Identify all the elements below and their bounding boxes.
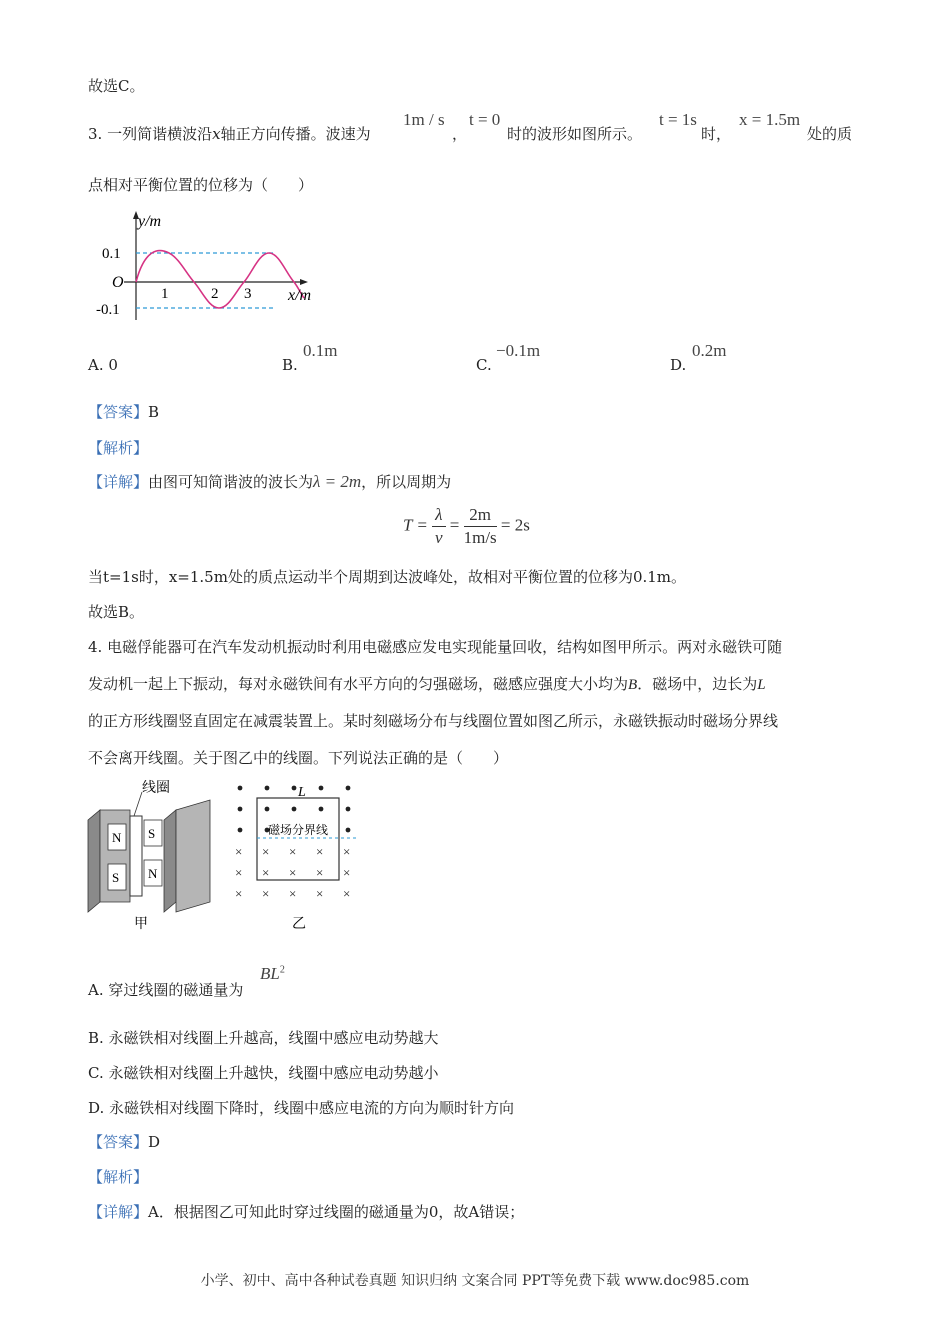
- q3-stem-fig: 时的波形如图所示。: [507, 125, 643, 143]
- prev-conclusion: 故选C。: [88, 77, 145, 95]
- q3-comma: ，: [452, 125, 468, 143]
- y-tick-top: 0.1: [102, 246, 121, 262]
- svg-text:×: ×: [262, 844, 270, 859]
- q3-speed-math: 1m / s: [403, 110, 445, 129]
- q3-option-b-value[interactable]: 0.1m: [303, 341, 338, 360]
- q4-analysis-tag: 【解析】: [88, 1168, 149, 1186]
- q4-answer: 【答案】D: [88, 1133, 161, 1151]
- q4-option-d[interactable]: D. 永磁铁相对线圈下降时，线圈中感应电流的方向为顺时针方向: [88, 1099, 515, 1117]
- q3-option-c-value[interactable]: −0.1m: [496, 341, 541, 360]
- q3-conclusion: 故选B。: [88, 603, 145, 621]
- figure-yi: [226, 776, 366, 936]
- svg-text:×: ×: [316, 865, 324, 880]
- q4-stem-p3: 的正方形线圈竖直固定在减震装置上。某时刻磁场分布与线圈位置如图乙所示，永磁铁振动时磁场分界线: [88, 712, 779, 730]
- caption-jia: 甲: [134, 917, 148, 932]
- q3-option-d-value[interactable]: 0.2m: [692, 341, 727, 360]
- svg-text:×: ×: [262, 865, 270, 880]
- svg-text:×: ×: [235, 865, 243, 880]
- svg-text:×: ×: [343, 886, 351, 901]
- svg-text:×: ×: [289, 865, 297, 880]
- side-length-label: L: [298, 785, 306, 800]
- q4-stem-p4: 不会离开线圈。关于图乙中的线圈。下列说法正确的是（ ）: [88, 749, 509, 767]
- q4-stem-p2: 发动机一起上下振动，每对永磁铁间有水平方向的匀强磁场，磁感应强度大小均为B．磁场中，边长为L: [88, 675, 766, 693]
- x-axis-arrow-icon: [300, 279, 308, 285]
- svg-text:×: ×: [289, 886, 297, 901]
- boundary-label: 磁场分界线: [268, 823, 329, 837]
- q4-stem-p1: 4. 电磁俘能器可在汽车发动机振动时利用电磁感应发电实现能量回收，结构如图甲所示。两对永磁铁可随: [88, 638, 783, 656]
- page-footer: 小学、初中、高中各种试卷真题 知识归纳 文案合同 PPT等免费下载 www.doc985.com: [200, 1273, 750, 1289]
- svg-text:×: ×: [289, 844, 297, 859]
- x-tick-1: 1: [161, 286, 169, 302]
- q3-option-d-label[interactable]: D.: [670, 356, 687, 374]
- q4-option-b[interactable]: B. 永磁铁相对线圈上升越高，线圈中感应电动势越大: [88, 1029, 439, 1047]
- q3-stem-line1: 3. 一列简谐横波沿x轴正方向传播。波速为: [88, 125, 371, 143]
- magnet-s-top: S: [148, 826, 156, 841]
- q3-x-math: x = 1.5m: [739, 110, 801, 129]
- q3-stem-when: 时，: [701, 125, 732, 143]
- period-formula: T = $\frac{\lambda}{v}$ = $\frac{2m}{1m/s}$ = 2s: [403, 505, 530, 547]
- origin-label: O: [112, 274, 124, 291]
- svg-text:×: ×: [343, 865, 351, 880]
- q3-t1-math: t = 1s: [659, 110, 697, 129]
- q4-detail-line: 【详解】A．根据图乙可知此时穿过线圈的磁通量为0，故A错误；: [88, 1203, 525, 1221]
- wave-figure: [88, 208, 328, 328]
- coil-label: 线圈: [142, 781, 170, 796]
- magnet-s-bottom: S: [112, 870, 120, 885]
- q3-analysis-tag: 【解析】: [88, 439, 149, 457]
- svg-text:×: ×: [316, 844, 324, 859]
- x-tick-3: 3: [244, 286, 252, 302]
- magnet-n-bottom: N: [148, 866, 158, 881]
- q3-option-b-label[interactable]: B.: [282, 356, 298, 374]
- q3-detail-line: 【详解】由图可知简谐波的波长为λ = 2m，所以周期为: [88, 472, 452, 491]
- svg-text:×: ×: [235, 886, 243, 901]
- q3-stem-end: 处的质: [807, 125, 853, 143]
- q3-stem-line2: 点相对平衡位置的位移为（ ）: [88, 176, 314, 194]
- svg-text:×: ×: [316, 886, 324, 901]
- y-tick-bottom: -0.1: [96, 302, 120, 318]
- magnet-n-top: N: [112, 830, 122, 845]
- q4-option-a[interactable]: A. 穿过线圈的磁通量为: [88, 981, 244, 999]
- q4-option-c[interactable]: C. 永磁铁相对线圈上升越快，线圈中感应电动势越小: [88, 1064, 439, 1082]
- svg-text:×: ×: [235, 844, 243, 859]
- q3-t0-math: t = 0: [469, 110, 501, 129]
- q3-explanation: 当t=1s时，x=1.5m处的质点运动半个周期到达波峰处，故相对平衡位置的位移为0.1m。: [88, 568, 687, 586]
- q4-option-a-math[interactable]: $BL^2$: [260, 964, 285, 983]
- figure-jia: [86, 776, 226, 936]
- x-axis-label: x/m: [288, 287, 312, 304]
- q3-option-a[interactable]: A. 0: [88, 356, 118, 374]
- caption-yi: 乙: [292, 917, 306, 932]
- q3-answer: 【答案】B: [88, 403, 160, 421]
- svg-text:×: ×: [343, 844, 351, 859]
- q3-option-c-label[interactable]: C.: [476, 356, 492, 374]
- x-tick-2: 2: [211, 286, 219, 302]
- svg-text:×: ×: [262, 886, 270, 901]
- y-axis-label: y/m: [138, 213, 162, 230]
